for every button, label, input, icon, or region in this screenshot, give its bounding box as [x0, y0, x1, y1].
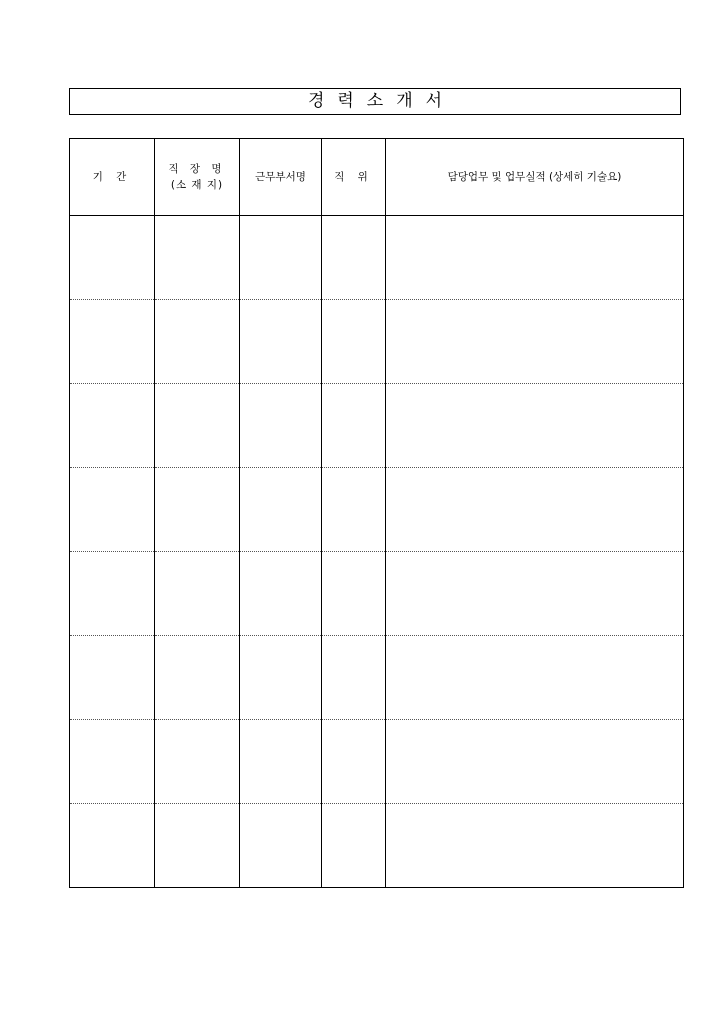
period-cell[interactable] [70, 468, 155, 552]
header-row [70, 139, 684, 216]
position-cell[interactable] [322, 552, 386, 636]
period-cell[interactable] [70, 216, 155, 300]
department-cell[interactable] [240, 468, 322, 552]
workplace-cell[interactable] [155, 720, 240, 804]
workplace-cell[interactable] [155, 552, 240, 636]
table-row [70, 216, 684, 300]
period-cell[interactable] [70, 384, 155, 468]
duties-cell[interactable] [386, 468, 684, 552]
position-cell[interactable] [322, 216, 386, 300]
table-row [70, 720, 684, 804]
workplace-cell[interactable] [155, 636, 240, 720]
duties-cell[interactable] [386, 552, 684, 636]
period-cell[interactable] [70, 636, 155, 720]
career-table [69, 138, 684, 888]
period-cell[interactable] [70, 804, 155, 888]
period-cell[interactable] [70, 552, 155, 636]
table-row [70, 636, 684, 720]
table-row [70, 300, 684, 384]
period-cell[interactable] [70, 720, 155, 804]
header-period [70, 139, 155, 216]
document-title: 경력소개서 [307, 91, 456, 111]
header-duties [386, 139, 684, 216]
workplace-cell[interactable] [155, 216, 240, 300]
table-row [70, 804, 684, 888]
position-cell[interactable] [322, 804, 386, 888]
department-cell[interactable] [240, 300, 322, 384]
department-cell[interactable] [240, 636, 322, 720]
table-row [70, 468, 684, 552]
duties-cell[interactable] [386, 216, 684, 300]
position-cell[interactable] [322, 384, 386, 468]
department-cell[interactable] [240, 804, 322, 888]
duties-cell[interactable] [386, 636, 684, 720]
header-workplace [155, 139, 240, 216]
position-cell[interactable] [322, 300, 386, 384]
duties-cell[interactable] [386, 804, 684, 888]
header-department [240, 139, 322, 216]
department-cell[interactable] [240, 384, 322, 468]
duties-cell[interactable] [386, 384, 684, 468]
period-cell[interactable] [70, 300, 155, 384]
position-cell[interactable] [322, 636, 386, 720]
duties-cell[interactable] [386, 300, 684, 384]
table-row [70, 552, 684, 636]
duties-cell[interactable] [386, 720, 684, 804]
table-row [70, 384, 684, 468]
document-title-box [69, 88, 681, 115]
position-cell[interactable] [322, 468, 386, 552]
workplace-cell[interactable] [155, 804, 240, 888]
position-cell[interactable] [322, 720, 386, 804]
header-workplace-location-label: (소 재 지) [170, 179, 224, 191]
workplace-cell[interactable] [155, 300, 240, 384]
department-cell[interactable] [240, 216, 322, 300]
workplace-cell[interactable] [155, 468, 240, 552]
department-cell[interactable] [240, 720, 322, 804]
header-workplace-label: 직 장 명 [168, 163, 226, 175]
workplace-cell[interactable] [155, 384, 240, 468]
header-duties-label: 담당업무 및 업무실적 (상세히 기술요) [447, 171, 622, 183]
header-period-label: 기 간 [92, 171, 132, 183]
header-department-label: 근무부서명 [255, 171, 306, 183]
header-position-label: 직 위 [334, 171, 373, 183]
department-cell[interactable] [240, 552, 322, 636]
header-position [322, 139, 386, 216]
